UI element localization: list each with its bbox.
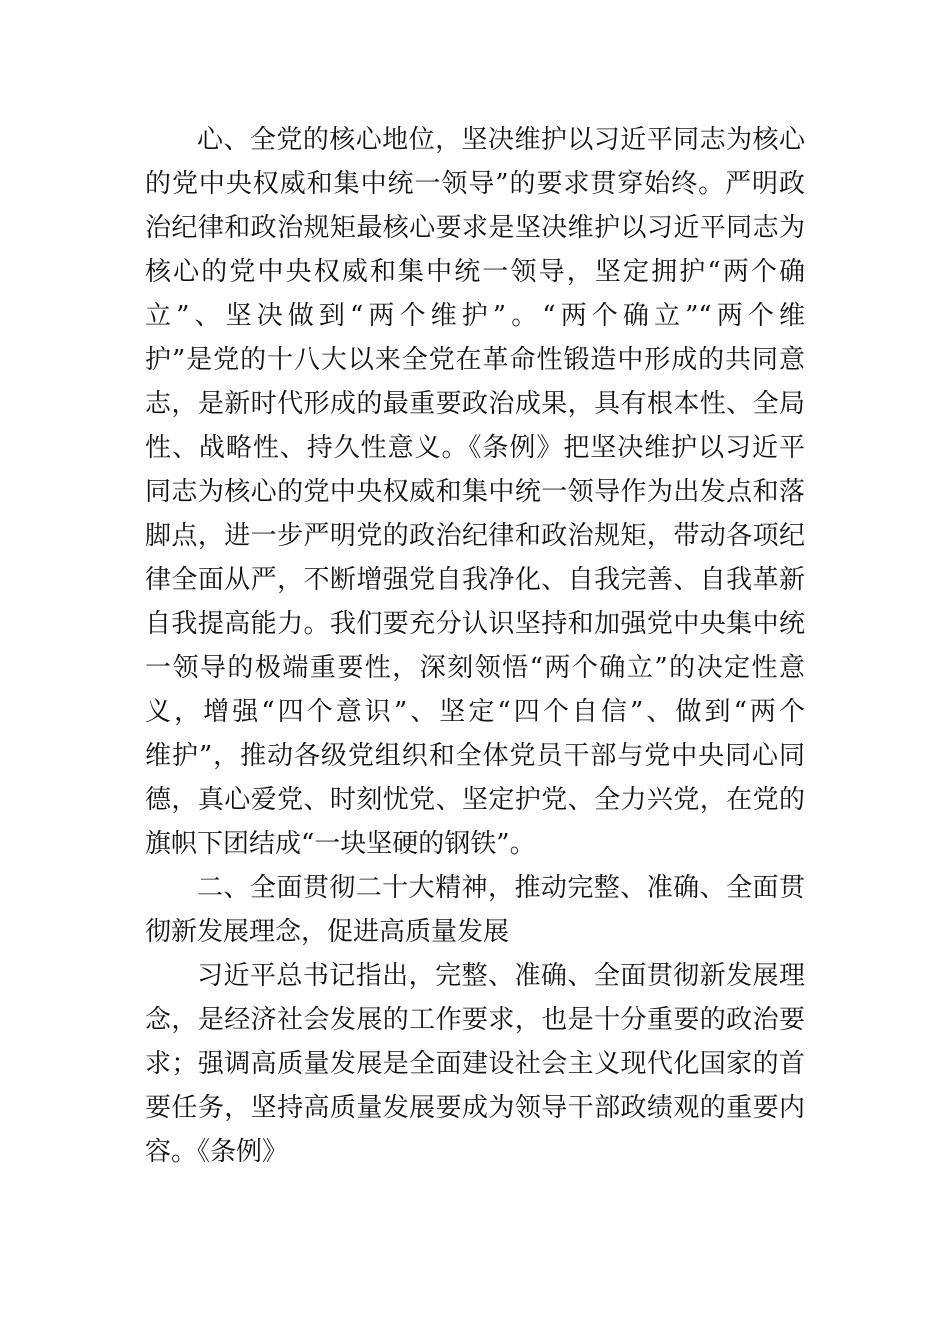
paragraph-3-line-4: 要任务，坚持高质量发展要成为领导干部政绩观的重要内	[145, 1093, 805, 1123]
paragraph-1-line-14: 义，增强“四个意识”、坚定“四个自信”、做到“两个	[145, 697, 805, 727]
paragraph-1-line-16: 德，真心爱党、时刻忧党、坚定护党、全力兴党，在党的	[145, 785, 805, 815]
paragraph-1-line-17: 旗帜下团结成“一块坚硬的钢铁”。	[145, 829, 536, 859]
paragraph-3-line-1: 习近平总书记指出，完整、准确、全面贯彻新发展理	[197, 961, 805, 991]
document-body	[145, 118, 805, 1174]
paragraph-1-line-7: 志，是新时代形成的最重要政治成果，具有根本性、全局	[145, 389, 805, 419]
paragraph-3-line-2: 念，是经济社会发展的工作要求，也是十分重要的政治要	[145, 1005, 805, 1035]
paragraph-1-line-1: 心、全党的核心地位，坚决维护以习近平同志为核心	[197, 125, 805, 155]
paragraph-1-line-2: 的党中央权威和集中统一领导”的要求贯穿始终。严明政	[145, 169, 805, 199]
paragraph-1-line-3: 治纪律和政治规矩最核心要求是坚决维护以习近平同志为	[145, 213, 805, 243]
section-heading-line-1: 二、全面贯彻二十大精神，推动完整、准确、全面贯	[197, 873, 805, 903]
paragraph-1-line-5: 立”、坚决做到“两个维护”。“两个确立”“两个维	[145, 301, 805, 331]
paragraph-1-line-13: 一领导的极端重要性，深刻领悟“两个确立”的决定性意	[145, 653, 805, 683]
paragraph-3-line-5: 容。《条例》	[145, 1137, 289, 1167]
paragraph-1-line-15: 维护”，推动各级党组织和全体党员干部与党中央同心同	[145, 741, 805, 771]
paragraph-1-line-10: 脚点，进一步严明党的政治纪律和政治规矩，带动各项纪	[145, 521, 805, 551]
paragraph-3-line-3: 求；强调高质量发展是全面建设社会主义现代化国家的首	[145, 1049, 805, 1079]
paragraph-1-line-6: 护”是党的十八大以来全党在革命性锻造中形成的共同意	[145, 345, 805, 375]
paragraph-1-line-9: 同志为核心的党中央权威和集中统一领导作为出发点和落	[145, 477, 805, 507]
paragraph-1-line-11: 律全面从严，不断增强党自我净化、自我完善、自我革新	[145, 565, 805, 595]
paragraph-1-line-4: 核心的党中央权威和集中统一领导，坚定拥护“两个确	[145, 257, 805, 287]
section-heading-line-2: 彻新发展理念，促进高质量发展	[145, 917, 510, 947]
paragraph-1-line-12: 自我提高能力。我们要充分认识坚持和加强党中央集中统	[145, 609, 805, 639]
paragraph-1-line-8: 性、战略性、持久性意义。《条例》把坚决维护以习近平	[145, 433, 805, 463]
